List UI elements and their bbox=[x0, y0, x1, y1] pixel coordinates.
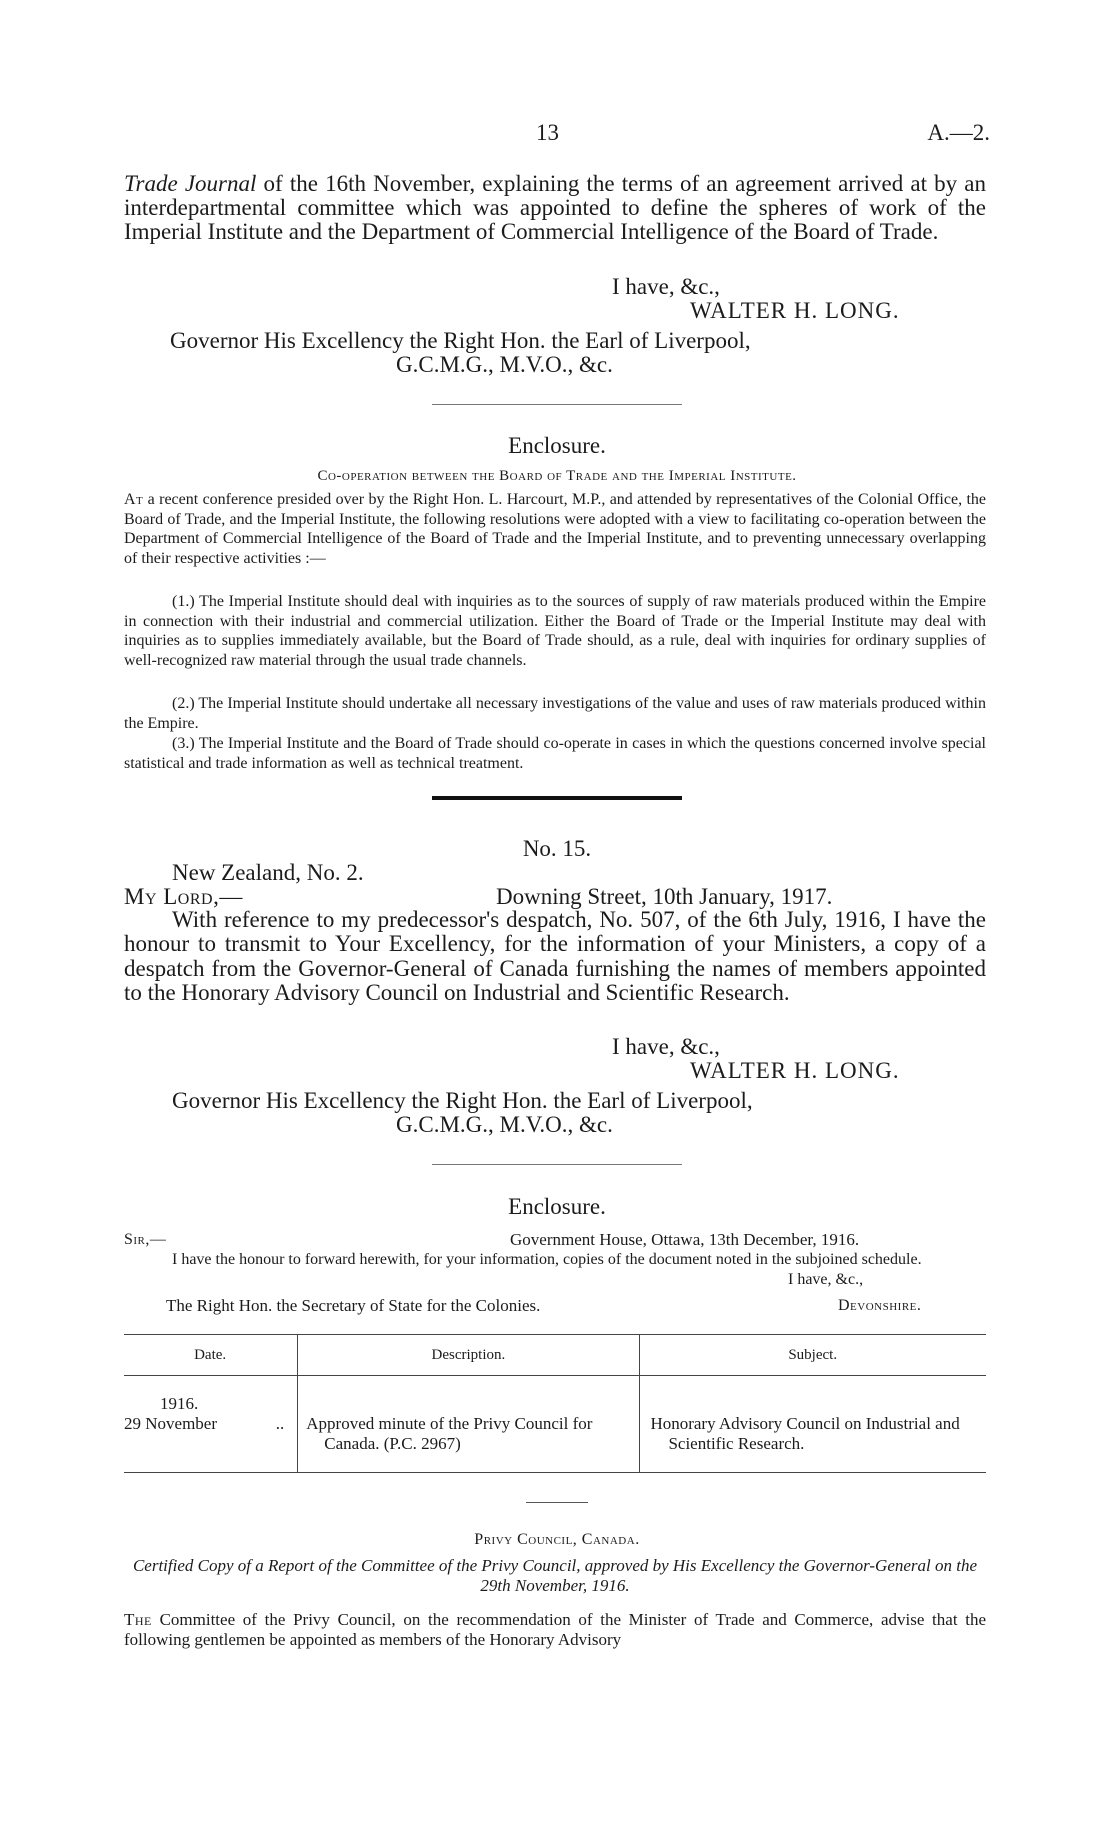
signature: WALTER H. LONG. bbox=[690, 298, 900, 323]
signature: WALTER H. LONG. bbox=[690, 1058, 900, 1083]
journal-title: Trade Journal bbox=[124, 171, 257, 196]
opening-text: of the 16th November, explaining the terms of an agreement arrived at by an interdepartmental committee which was appointed to define the spheres of work of the Imperial Institute and the Department of Commercial Intelligence of the Board of Trade. bbox=[124, 171, 986, 244]
addressee-honours: G.C.M.G., M.V.O., &c. bbox=[396, 352, 613, 377]
addressee: The Right Hon. the Secretary of State for the Colonies. bbox=[166, 1296, 541, 1315]
date-cell bbox=[124, 1376, 298, 1473]
report-lead: The bbox=[124, 1610, 152, 1629]
addressee-line: Governor His Excellency the Right Hon. the Earl of Liverpool, bbox=[172, 1088, 753, 1113]
short-divider bbox=[526, 1502, 588, 1503]
leader-dots: .. bbox=[275, 1414, 285, 1433]
report-title: Certified Copy of a Report of the Committee of the Privy Council, approved by His Excellency the Governor-General on the 29th November, 1916. bbox=[132, 1556, 978, 1595]
table-row bbox=[124, 1376, 986, 1473]
resolution-3: (3.) The Imperial Institute and the Board of Trade should co-operate in cases in which the questions concerned involve special statistical and trade information as well as technical treatment. bbox=[124, 735, 986, 772]
year: 1916. bbox=[160, 1394, 199, 1413]
report-text: Committee of the Privy Council, on the recommendation of the Minister of Trade and Commerce, advise that the following gentlemen be appointed as members of the Honorary Advisory bbox=[124, 1610, 986, 1649]
place-date: Downing Street, 10th January, 1917. bbox=[496, 884, 833, 909]
salutation: Sir,— bbox=[124, 1231, 167, 1248]
column-header-description: Description. bbox=[298, 1335, 640, 1376]
closing-phrase: I have, &c., bbox=[612, 1034, 720, 1059]
enclosure-body: I have the honour to forward herewith, for your information, copies of the document noted in the subjoined schedule. bbox=[172, 1251, 922, 1268]
section-divider bbox=[432, 404, 682, 405]
date: 29 November bbox=[124, 1414, 218, 1433]
resolution-1: (1.) The Imperial Institute should deal with inquiries as to the sources of supply of raw materials produced within the Empire in connection with their industrial and commercial utilization. Either the Board of Trade or the Imperial Institute may deal with inquiries as to supplies immediately available, but the Board of Trade should, as a rule, deal with inquiries for ordinary supplies of well-recognized raw material through the usual trade channels. bbox=[124, 593, 986, 669]
description-cell bbox=[298, 1376, 640, 1473]
document-reference: A.—2. bbox=[927, 120, 990, 145]
addressee-honours: G.C.M.G., M.V.O., &c. bbox=[396, 1112, 613, 1137]
intro-lead: At bbox=[124, 491, 144, 508]
salutation: My Lord,— bbox=[124, 884, 243, 909]
enclosure-intro bbox=[124, 490, 986, 568]
report-body bbox=[124, 1610, 986, 1650]
thick-divider bbox=[432, 796, 682, 800]
privy-council-heading: Privy Council, Canada. bbox=[474, 1531, 640, 1548]
subject-cell bbox=[640, 1376, 986, 1473]
table-header-row bbox=[124, 1335, 986, 1376]
resolution-2: (2.) The Imperial Institute should undertake all necessary investigations of the value and uses of raw materials produced within the Empire. bbox=[124, 695, 986, 732]
signature: Devonshire. bbox=[838, 1297, 922, 1314]
enclosure-heading: Enclosure. bbox=[508, 433, 606, 458]
schedule-table bbox=[124, 1334, 986, 1473]
section-divider bbox=[432, 1164, 682, 1165]
closing-phrase: I have, &c., bbox=[788, 1271, 864, 1288]
despatch-series: New Zealand, No. 2. bbox=[172, 860, 364, 885]
description: Approved minute of the Privy Council for Canada. (P.C. 2967) bbox=[306, 1414, 593, 1453]
addressee-line: Governor His Excellency the Right Hon. the Earl of Liverpool, bbox=[170, 328, 751, 353]
closing-phrase: I have, &c., bbox=[612, 274, 720, 299]
intro-text: a recent conference presided over by the Right Hon. L. Harcourt, M.P., and attended by representatives of the Colonial Office, the Board of Trade, and the Imperial Institute, the following resolutions were adopted with a view to facilitating co-operation between the Department of Commercial Intelligence of the Board of Trade and the Imperial Institute, and to preventing unnecessary overlapping of their respective activities :— bbox=[124, 491, 986, 567]
despatch-body: With reference to my predecessor's despatch, No. 507, of the 6th July, 1916, I have the honour to transmit to Your Excellency, for the information of your Ministers, a copy of a despatch from the Governor-General of Canada furnishing the names of members appointed to the Honorary Advisory Council on Industrial and Scientific Research. bbox=[124, 907, 986, 1006]
subject: Honorary Advisory Council on Industrial and Scientific Research. bbox=[650, 1414, 960, 1453]
column-header-date: Date. bbox=[124, 1335, 298, 1376]
column-header-subject: Subject. bbox=[640, 1335, 986, 1376]
despatch-number: No. 15. bbox=[522, 836, 592, 861]
page-number: 13 bbox=[536, 120, 559, 145]
enclosure-heading: Enclosure. bbox=[508, 1194, 606, 1219]
enclosure-subheading: Co-operation between the Board of Trade and the Imperial Institute. bbox=[317, 468, 797, 484]
place-date: Government House, Ottawa, 13th December, 1916. bbox=[510, 1230, 860, 1249]
opening-paragraph bbox=[124, 172, 986, 244]
